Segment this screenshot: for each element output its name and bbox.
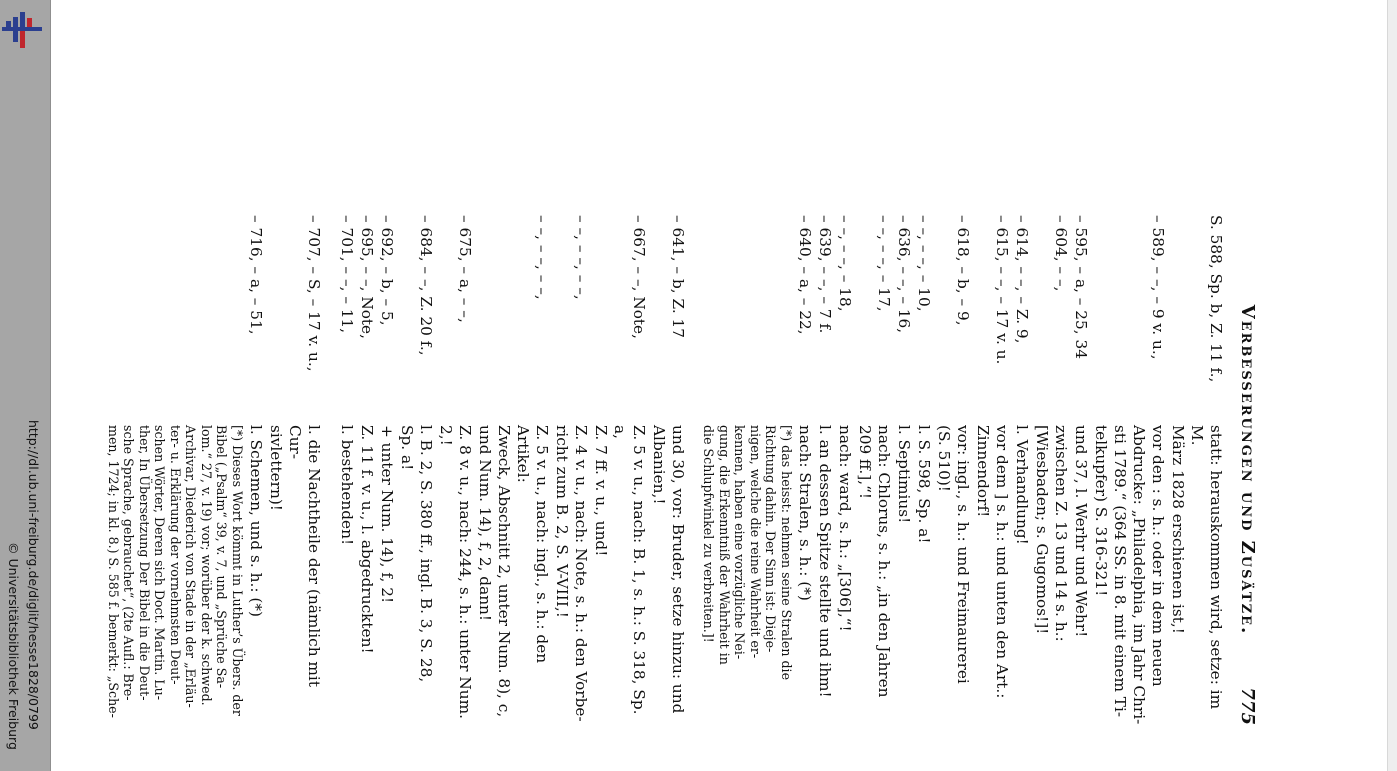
entry-reference: S. 588, Sp. b, Z. 11 f., bbox=[1207, 215, 1225, 383]
entry-text: Z. 5 v. u., nach: B. 1, s. h.: S. 318, Sp. a, Z. 7 ff. v. u., und! bbox=[592, 425, 648, 715]
entry-text: l. bestehenden! bbox=[338, 425, 356, 546]
correction-entry bbox=[397, 215, 435, 725]
entry-text: Z. 8 v. u., nach: 244, s. h.: unter Num. 2,! bbox=[437, 425, 474, 719]
entry-text: statt: herauskommen wird, setze: im M. März 1828 erschienen ist,! bbox=[1169, 425, 1225, 710]
correction-entry bbox=[436, 215, 474, 725]
correction-entry bbox=[914, 215, 933, 725]
entry-reference: – 667, – –, Note, bbox=[630, 215, 648, 339]
correction-entry bbox=[106, 215, 266, 725]
entry-text: l. an dessen Spitze stellte und ihm! bbox=[816, 425, 834, 698]
entry-text: l. B. 2, S. 380 ff., ingl. B. 3, S. 28, Sp. a! bbox=[398, 425, 435, 683]
entry-text: und 30, vor: Bruder, setze hinzu: und Albanien,! bbox=[650, 425, 687, 714]
entry-reference: – 640, – a, – 22, bbox=[796, 215, 814, 335]
entry-reference: – 636, – –, – 16, bbox=[895, 215, 913, 334]
correction-entry bbox=[552, 215, 590, 725]
entry-reference: – –, – –, – 17, bbox=[875, 215, 893, 312]
entry-reference: – 675, – a, – –, bbox=[456, 215, 474, 323]
entry-text: zwischen Z. 13 und 14 s. h.: [Wiesbaden; s. Gugomos!]! bbox=[1033, 425, 1070, 642]
copyright-notice: © Universitätsbibliothek Freiburg bbox=[6, 542, 21, 750]
correction-entry bbox=[1032, 215, 1070, 725]
document-url-link[interactable]: http://dl.ub.uni-freiburg.de/diglit/hesse1828/0799 bbox=[26, 420, 41, 730]
entry-text: nach: Stralen, s. h.: (*) bbox=[796, 425, 814, 601]
correction-entry bbox=[894, 215, 913, 725]
entry-reference: – –, – –, – 18, bbox=[836, 215, 854, 312]
correction-entry bbox=[377, 215, 396, 725]
entry-footnote: [*) das heisst: nehmen seine Stralen die Richtung dahin. Der Sinn ist: Dieje- nigen, welche die reine Wahrheit er- kennen, haben eine vorzügliche Nei- gung, die Erkenntniß der Wahrheit in die Schlupfwinkel zu verbreiten.]! bbox=[701, 425, 794, 681]
correction-entry bbox=[973, 215, 1011, 725]
entry-reference: – 618, – b, – 9, bbox=[954, 215, 972, 326]
correction-entry bbox=[1071, 215, 1090, 725]
entry-text: vor den : s. h.: oder in dem neuen Abdrucke: „Philadelphia, im Jahr Chri- sti 1789.“ (364 SS. in 8. mit einem Ti- telkupfer) S. 316-321! bbox=[1092, 425, 1167, 725]
correction-entry bbox=[591, 215, 648, 725]
correction-entry bbox=[475, 215, 551, 725]
page-title: Verbesserungen und Zusätze. bbox=[1237, 304, 1258, 636]
entry-text: l. S. 598, Sp. a! bbox=[915, 425, 933, 544]
correction-entry bbox=[835, 215, 854, 725]
correction-entry bbox=[357, 215, 376, 725]
correction-entry bbox=[649, 215, 687, 725]
scanned-page bbox=[106, 215, 1258, 725]
entry-text: l. Septimius! bbox=[895, 425, 913, 524]
sidebar bbox=[0, 0, 51, 771]
entry-text: l. Schemen, und s. h.: (*) bbox=[247, 425, 265, 617]
entry-text: und 37, l. Werhr und Wehr! bbox=[1072, 425, 1090, 638]
correction-entry bbox=[815, 215, 834, 725]
university-logo-icon[interactable] bbox=[2, 10, 42, 50]
correction-entry bbox=[1012, 215, 1031, 725]
entry-reference: – 684, – –, Z. 20 f., bbox=[417, 215, 435, 356]
entry-reference: – 639, – –, – 7 f. bbox=[816, 215, 834, 334]
correction-entry bbox=[1091, 215, 1167, 725]
entry-text: l. die Nachtheile der (nämlich mit Cur- sivlettern)! bbox=[267, 425, 323, 687]
entry-reference: – 716, – a, – 51, bbox=[247, 215, 265, 335]
page-number: 775 bbox=[1237, 687, 1258, 725]
correction-entry bbox=[337, 215, 356, 725]
correction-entry bbox=[701, 215, 814, 725]
entry-reference: – 692, – b, – 5, bbox=[378, 215, 396, 326]
entry-reference: – –, – –, – –, bbox=[533, 215, 551, 300]
entry-text: vor: ingl., s. h.: und Freimaurerei (S. 510)! bbox=[935, 425, 972, 684]
entry-reference: – –, – –, – –, bbox=[572, 215, 590, 300]
correction-entry bbox=[855, 215, 893, 725]
entry-text: vor dem ] s. h.: und unten den Art.: Zinnendorf! bbox=[974, 425, 1011, 699]
entry-reference: – 615, – –, – 17 v. u. bbox=[993, 215, 1011, 365]
entry-text: Z. 11 f. v. u., l. abgedruckten! bbox=[358, 425, 376, 654]
scrollbar[interactable] bbox=[1387, 0, 1397, 771]
correction-entry bbox=[266, 215, 323, 725]
entry-reference: – 595, – a, – 25, 34 bbox=[1072, 215, 1090, 359]
entry-reference: – 701, – –, – 11, bbox=[338, 215, 356, 334]
entry-reference: – 641, – b, Z. 17 bbox=[669, 215, 687, 339]
entry-reference: – –, – –, – 10, bbox=[915, 215, 933, 312]
entry-text: nach: ward, s. h.: „[306],“! bbox=[836, 425, 854, 632]
entry-text: nach: Chlorus, s. h.: „in den Jahren 209 ff.],“! bbox=[856, 425, 893, 698]
entry-footnote: [*) Dieses Wort kömmt in Luther’s Übers. der Bibel („Psalm“ 39, v. 7, und „Sprüche Sa- lom.“ 27, v. 19) vor; worüber der k. schwed. Archivar, Diederich von Stade in der „Erläu- ter- u. Erklärung der vornehmsten Deut- schen Wörter, Deren sich Doct. Martin. Lu- ther, In Übersetzung Der Bibel in die Deut- sche Sprache, gebrauchet“, (2te Aufl.: Bre- men, 1724; in kl. 8.) S. 585 f. bemerkt: „Sche- bbox=[106, 425, 245, 718]
entry-text: l. Verhandlung! bbox=[1013, 425, 1031, 545]
entry-reference: – 707, – S, – 17 v. u., bbox=[305, 215, 323, 372]
entry-text: Z. 4 v. u., nach: Note, s. h.: den Vorbe- richt zum B. 2, S. V-VIII,! bbox=[553, 425, 590, 722]
entry-text: Z. 5 v. u., nach: ingl., s. h.: den Artikel: Zweck, Abschnitt 2, unter Num. 8), c, und Num. 14), f, 2, dann! bbox=[476, 425, 551, 718]
entry-reference: – 614, – –, – Z. 9, bbox=[1013, 215, 1031, 344]
page-header bbox=[1226, 215, 1258, 725]
correction-entry bbox=[1168, 215, 1225, 725]
correction-entry bbox=[934, 215, 972, 725]
entry-reference: – 589, – –, – 9 v. u., bbox=[1149, 215, 1167, 360]
entry-reference: – 695, – –, Note, bbox=[358, 215, 376, 339]
corrections-list bbox=[106, 215, 1226, 725]
entry-text: + unter Num. 14), f, 2! bbox=[378, 425, 396, 604]
entry-reference: – 604, – –, bbox=[1052, 215, 1070, 292]
